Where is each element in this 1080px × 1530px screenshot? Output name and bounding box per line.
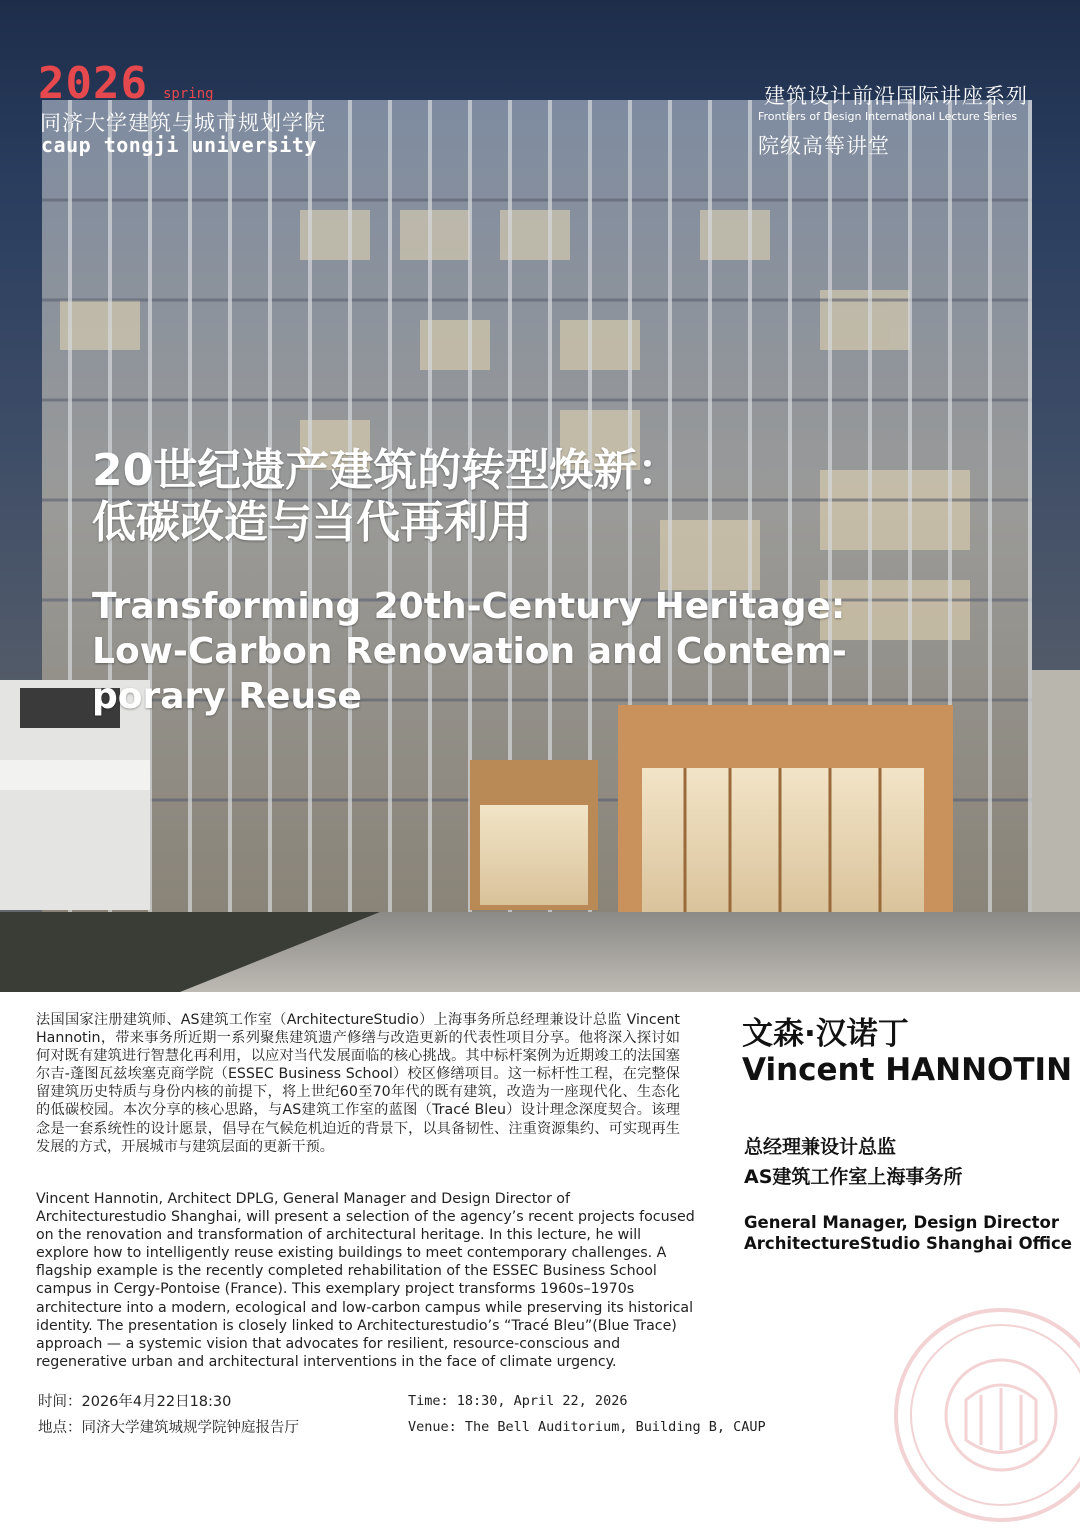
school-name-cn: 同济大学建筑与城市规划学院 [40,111,326,135]
lecture-series-cn: 建筑设计前沿国际讲座系列 [764,84,1028,108]
lecture-title-cn [92,445,681,549]
description-en: Vincent Hannotin, Architect DPLG, General Manager and Design Director of Architecturestudio Shanghai, will present a selection of the agency’s recent projects focused on the renovation and transformation of architectural heritage. In this lecture, he will explore how to intelligently reuse existing buildings to meet contemporary challenges. A flagship example is the recently completed rehabilitation of the ESSEC Business School campus in Cergy-Pontoise (France). This exemplary project transforms 1960s–1970s architecture into a modern, ecological and low-carbon campus while preserving its historical identity. The presentation is closely linked to Architecturestudio’s “Tracé Bleu”(Blue Trace) approach — a systemic vision that advocates for resilient, resource-conscious and regenerative urban and architectural interventions in the face of climate urgency. [36,1191,695,1370]
title-cn-line: 低碳改造与当代再利用 [92,497,532,548]
lecture-series-sub: 院级高等讲堂 [758,134,890,158]
event-time-cn: 时间：2026年4月22日18:30 [38,1394,232,1410]
event-venue-cn: 地点：同济大学建筑城规学院钟庭报告厅 [38,1420,299,1436]
speaker-office-cn: AS建筑工作室上海事务所 [744,1166,963,1188]
speaker-role-cn: 总经理兼设计总监 [744,1136,897,1158]
title-en-line: Low-Carbon Renovation and Contem- [92,631,847,672]
lecture-series-en: Frontiers of Design International Lecture Series [758,110,1018,123]
title-en-line: Transforming 20th-Century Heritage: [92,586,846,627]
speaker-name-cn: 文森·汉诺丁 [742,1016,909,1052]
school-name-en: caup tongji university [41,133,317,157]
title-cn-line: 20世纪遗产建筑的转型焕新： [92,445,682,496]
event-time-en: Time: 18:30, April 22, 2026 [408,1393,628,1409]
season-label: spring [163,86,214,102]
speaker-office-en: ArchitectureStudio Shanghai Office [744,1234,1072,1253]
title-en-line: porary Reuse [92,676,362,717]
year-label: 2026 [38,58,148,109]
speaker-name-en: Vincent HANNOTIN [742,1052,1073,1088]
speaker-role-en: General Manager, Design Director [744,1213,1059,1232]
event-venue-en: Venue: The Bell Auditorium, Building B, CAUP [408,1419,766,1435]
description-cn: 法国国家注册建筑师、AS建筑工作室（ArchitectureStudio）上海事务所总经理兼设计总监 Vincent Hannotin，带来事务所近期一系列聚焦建筑遗产修缮与改造更新的代表性项目分享。他将深入探讨如何对既有建筑进行智慧化再利用，以应对当代发展面临的核心挑战。其中标杆案例为近期竣工的法国塞尔吉-蓬图瓦兹埃塞克商学院（ESSEC Business School）校区修缮项目。这一标杆性工程，在完整保留建筑历史特质与身份内核的前提下，将上世纪60至70年代的既有建筑，改造为一座现代化、生态化的低碳校园。本次分享的核心思路，与AS建筑工作室的蓝图（Tracé Bleu）设计理念深度契合。该理念是一套系统性的设计愿景，倡导在气候危机迫近的背景下，以具备韧性、注重资源集约、可实现再生发展的方式，开展城市与建筑层面的更新干预。 [36,1012,680,1155]
lecture-title-en [92,584,852,719]
university-seal-icon [886,1300,1080,1530]
